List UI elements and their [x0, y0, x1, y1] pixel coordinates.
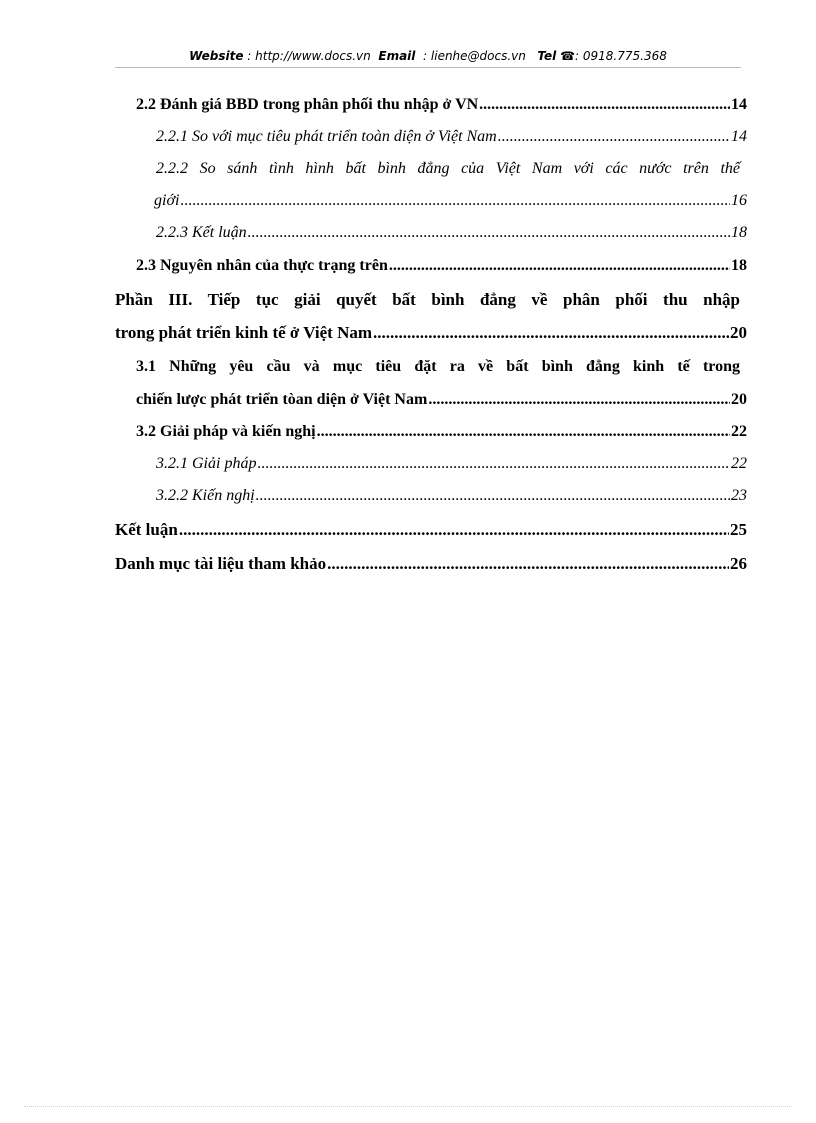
toc-page-number: 14: [731, 128, 747, 145]
toc-leader: [373, 323, 729, 343]
toc-leader: [180, 192, 730, 210]
toc-page-number: 18: [731, 257, 747, 274]
toc-entry-2-3[interactable]: [136, 257, 747, 275]
toc-entry-title: chiến lược phát triển tòan diện ở Việt Nam: [136, 391, 428, 408]
toc-page-number: 20: [731, 391, 747, 408]
toc-leader: [389, 257, 730, 275]
toc-leader: [256, 487, 730, 505]
tel-value: : 0918.775.368: [575, 49, 667, 63]
toc-entry-3-2-1[interactable]: [156, 455, 747, 473]
toc-leader: [479, 96, 730, 114]
email-label: Email: [378, 49, 416, 63]
toc-page-number: 23: [731, 487, 747, 504]
phone-icon: ☎: [560, 49, 576, 63]
toc-page-number: 22: [731, 423, 747, 440]
toc-entry-conclusion[interactable]: [115, 520, 747, 540]
toc-page-number: 26: [730, 554, 747, 573]
toc-entry-2-2[interactable]: [136, 96, 747, 114]
tel-label: Tel: [537, 49, 557, 63]
page-bottom-border: [24, 1106, 792, 1107]
toc-entry-3-1-line1[interactable]: 3.1 Những yêu cầu và mục tiêu đặt ra về bất bình đẳng kinh tế trong: [136, 358, 740, 375]
toc-entry-title: giới: [154, 192, 180, 209]
toc-entry-2-2-2-line1[interactable]: 2.2.2 So sánh tình hình bất bình đẳng của Việt Nam với các nước trên thế: [156, 160, 740, 177]
toc-entry-3-2[interactable]: [136, 423, 747, 441]
toc-entry-title: trong phát triển kinh tế ở Việt Nam: [115, 323, 373, 342]
toc-entry-2-2-2[interactable]: [154, 192, 747, 210]
page-header: [115, 47, 741, 68]
toc-page-number: 16: [731, 192, 747, 209]
toc-entry-3-1[interactable]: [136, 391, 747, 409]
toc-page-number: 22: [731, 455, 747, 472]
toc-leader: [257, 455, 730, 473]
toc-entry-2-2-3[interactable]: [156, 224, 747, 242]
toc-entry-title: 3.2 Giải pháp và kiến nghị: [136, 423, 316, 440]
toc-leader: [179, 520, 729, 540]
toc-leader: [428, 391, 730, 409]
toc-entry-2-2-1[interactable]: [156, 128, 747, 146]
toc-leader: [248, 224, 730, 242]
toc-page-number: 14: [731, 96, 747, 113]
toc-entry-title: Danh mục tài liệu tham khảo: [115, 554, 327, 573]
toc-entry-part-3-line1[interactable]: Phần III. Tiếp tục giải quyết bất bình đẳng về phân phối thu nhập: [115, 290, 740, 309]
toc-entry-references[interactable]: [115, 554, 747, 574]
toc-entry-3-2-2[interactable]: [156, 487, 747, 505]
toc-page-number: 25: [730, 520, 747, 539]
website-value: : http://www.docs.vn: [247, 49, 371, 63]
toc-leader: [317, 423, 730, 441]
toc-page-number: 18: [731, 224, 747, 241]
toc-entry-part-3[interactable]: [115, 323, 747, 343]
toc-entry-title: 2.2 Đánh giá BBD trong phân phối thu nhập ở VN: [136, 96, 479, 113]
toc-entry-title: 2.2.1 So với mục tiêu phát triển toàn diện ở Việt Nam: [156, 128, 497, 145]
toc-leader: [327, 554, 729, 574]
toc-entry-title: Kết luận: [115, 520, 178, 539]
toc-entry-title: 3.2.1 Giải pháp: [156, 455, 257, 472]
toc-leader: [498, 128, 730, 146]
toc-entry-title: 2.3 Nguyên nhân của thực trạng trên: [136, 257, 388, 274]
website-label: Website: [189, 49, 244, 63]
toc-page-number: 20: [730, 323, 747, 342]
toc-entry-title: 3.2.2 Kiến nghị: [156, 487, 255, 504]
toc-entry-title: 2.2.3 Kết luận: [156, 224, 247, 241]
email-value: : lienhe@docs.vn: [423, 49, 526, 63]
